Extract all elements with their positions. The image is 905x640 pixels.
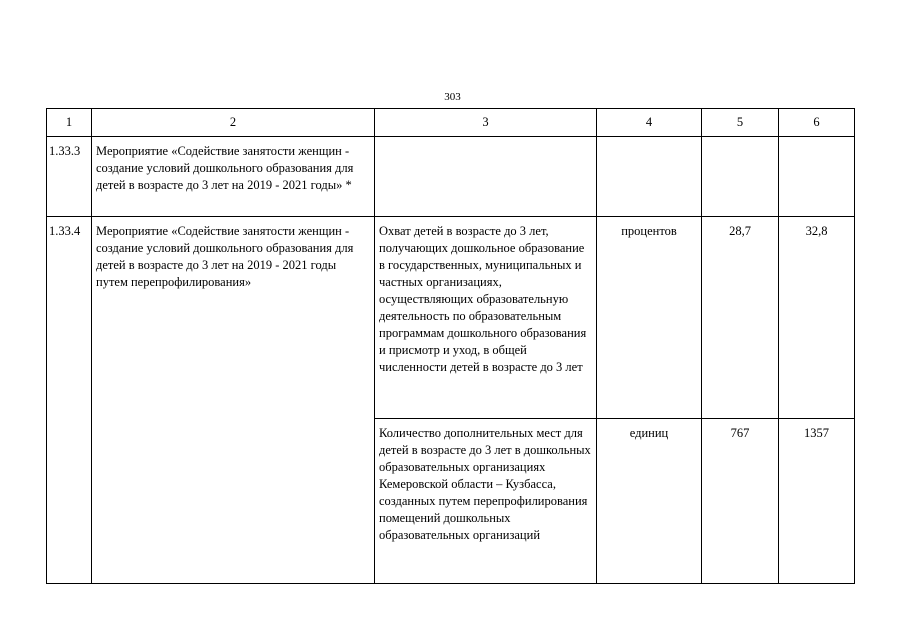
measure-name: Мероприятие «Содействие занятости женщин - создание условий дошкольного образования для детей в возрасте до 3 лет на 2019 - 2021 годы путем перепрофилирования» bbox=[92, 217, 375, 584]
header-cell-4: 4 bbox=[597, 109, 702, 137]
header-cell-3: 3 bbox=[375, 109, 597, 137]
header-cell-6: 6 bbox=[779, 109, 855, 137]
indicator-name: Количество дополнительных мест для детей в возрасте до 3 лет в дошкольных образовательных организациях Кемеровской области – Кузбасса, созданных путем перепрофилирования помещений дошкольных образовательных организаций bbox=[375, 419, 597, 584]
header-cell-1: 1 bbox=[47, 109, 92, 137]
unit: процентов bbox=[597, 217, 702, 419]
value-col-6: 32,8 bbox=[779, 217, 855, 419]
indicator-name bbox=[375, 137, 597, 217]
header-cell-2: 2 bbox=[92, 109, 375, 137]
measure-name: Мероприятие «Содействие занятости женщин - создание условий дошкольного образования для детей в возрасте до 3 лет на 2019 - 2021 годы» * bbox=[92, 137, 375, 217]
row-number: 1.33.4 bbox=[47, 217, 92, 584]
value-col-6 bbox=[779, 137, 855, 217]
value-col-6: 1357 bbox=[779, 419, 855, 584]
header-cell-5: 5 bbox=[702, 109, 779, 137]
indicator-name: Охват детей в возрасте до 3 лет, получающих дошкольное образование в государственных, муниципальных и частных организациях, осуществляющих образовательную деятельность по образовательным программам дошкольного образования и присмотр и уход, в общей численности детей в возрасте до 3 лет bbox=[375, 217, 597, 419]
table-row bbox=[47, 217, 855, 419]
table-row bbox=[47, 137, 855, 217]
value-col-5 bbox=[702, 137, 779, 217]
unit bbox=[597, 137, 702, 217]
value-col-5: 767 bbox=[702, 419, 779, 584]
unit: единиц bbox=[597, 419, 702, 584]
row-number: 1.33.3 bbox=[47, 137, 92, 217]
table-header-row bbox=[47, 109, 855, 137]
value-col-5: 28,7 bbox=[702, 217, 779, 419]
program-table bbox=[46, 108, 855, 584]
page-number: 303 bbox=[444, 91, 461, 103]
